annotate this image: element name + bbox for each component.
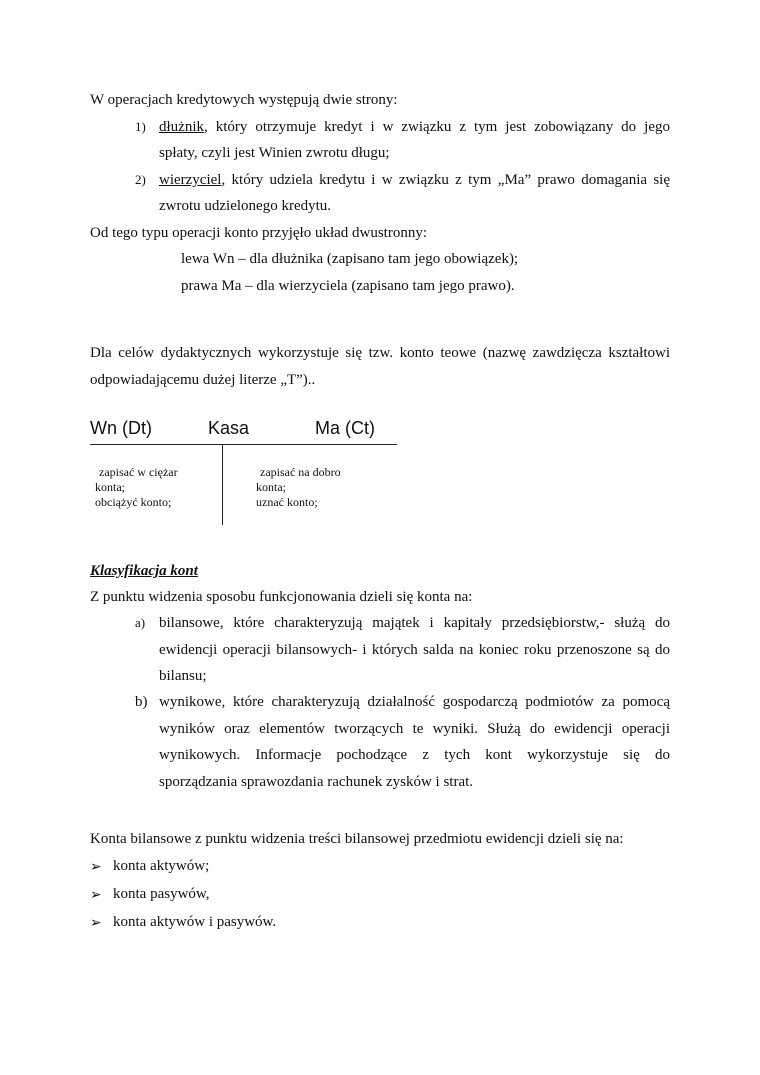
t-account-right-header: Ma (Ct) (315, 418, 375, 438)
t-account-name: Kasa (208, 418, 250, 438)
item-b-line-2: wyników oraz elementów tworzących te wyniki. Służą do ewidencji operacji (159, 721, 670, 737)
intro-line: W operacjach kredytowych występują dwie strony: (90, 92, 398, 108)
debtor-desc-cont: spłaty, czyli jest Winien zwrotu długu; (159, 145, 390, 161)
term-debtor: dłużnik (159, 119, 204, 135)
bullet-item-2: konta pasywów, (113, 886, 210, 902)
debtor-desc: , który otrzymuje kredyt i w związku z tym jest zobowiązany do jego (204, 119, 670, 135)
t-right-line-2: konta; (256, 480, 286, 494)
didactic-line-1: Dla celów dydaktycznych wykorzystuje się tzw. konto teowe (nazwę zawdzięcza kształtowi (90, 345, 670, 361)
item-b-line-3: wynikowych. Informacje pochodzące z tych kont wykorzystuje się do (159, 747, 670, 763)
arrow-bullet-icon: ➢ (90, 915, 102, 931)
list-item-debtor (159, 118, 670, 136)
list-marker-2: 2) (135, 172, 146, 187)
list-marker-a: a) (135, 615, 146, 630)
right-side-desc: prawa Ma – dla wierzyciela (zapisano tam jego prawo). (181, 278, 515, 294)
t-left-line-3: obciążyć konto; (95, 495, 172, 509)
two-sided-intro: Od tego typu operacji konto przyjęło układ dwustronny: (90, 225, 428, 241)
balance-intro: Konta bilansowe z punktu widzenia treści bilansowej przedmiotu ewidencji dzieli się na: (90, 831, 624, 847)
list-marker-b: b) (135, 694, 148, 710)
t-left-line-2: konta; (95, 480, 125, 494)
t-account-left-header: Wn (Dt) (90, 418, 152, 438)
didactic-line-2: odpowiadającemu dużej literze „T”).. (90, 372, 316, 388)
classification-intro: Z punktu widzenia sposobu funkcjonowania dzieli się konta na: (90, 589, 473, 605)
item-b-line-4: sporządzania sprawozdania rachunek zysków i strat. (159, 774, 474, 790)
creditor-desc-cont: zwrotu udzielonego kredytu. (159, 198, 332, 214)
t-right-line-1: zapisać na dobro (260, 465, 341, 479)
item-a-line-2: ewidencji operacji bilansowych- i których salda na koniec roku przenoszone są do (159, 642, 670, 658)
t-left-line-1: zapisać w ciężar (99, 465, 178, 479)
item-a-line-1: bilansowe, które charakteryzują majątek i kapitały przedsiębiorstw,- służą do (159, 615, 670, 631)
arrow-bullet-icon: ➢ (90, 887, 102, 903)
t-account-vertical-line (222, 445, 223, 525)
list-item-creditor (159, 171, 670, 189)
term-creditor: wierzyciel (159, 172, 222, 188)
t-account-horizontal-line (90, 444, 397, 445)
left-side-desc: lewa Wn – dla dłużnika (zapisano tam jego obowiązek); (181, 251, 519, 267)
creditor-desc: , który udziela kredytu i w związku z tym „Ma” prawo domagania się (221, 172, 670, 188)
item-b-line-1: wynikowe, które charakteryzują działalność gospodarczą podmiotów za pomocą (159, 694, 670, 710)
list-marker-1: 1) (135, 119, 146, 134)
arrow-bullet-icon: ➢ (90, 859, 102, 875)
t-right-line-3: uznać konto; (256, 495, 318, 509)
section-title: Klasyfikacja kont (90, 563, 198, 579)
bullet-item-1: konta aktywów; (113, 858, 210, 874)
item-a-line-3: bilansu; (159, 668, 207, 684)
bullet-item-3: konta aktywów i pasywów. (113, 914, 277, 930)
